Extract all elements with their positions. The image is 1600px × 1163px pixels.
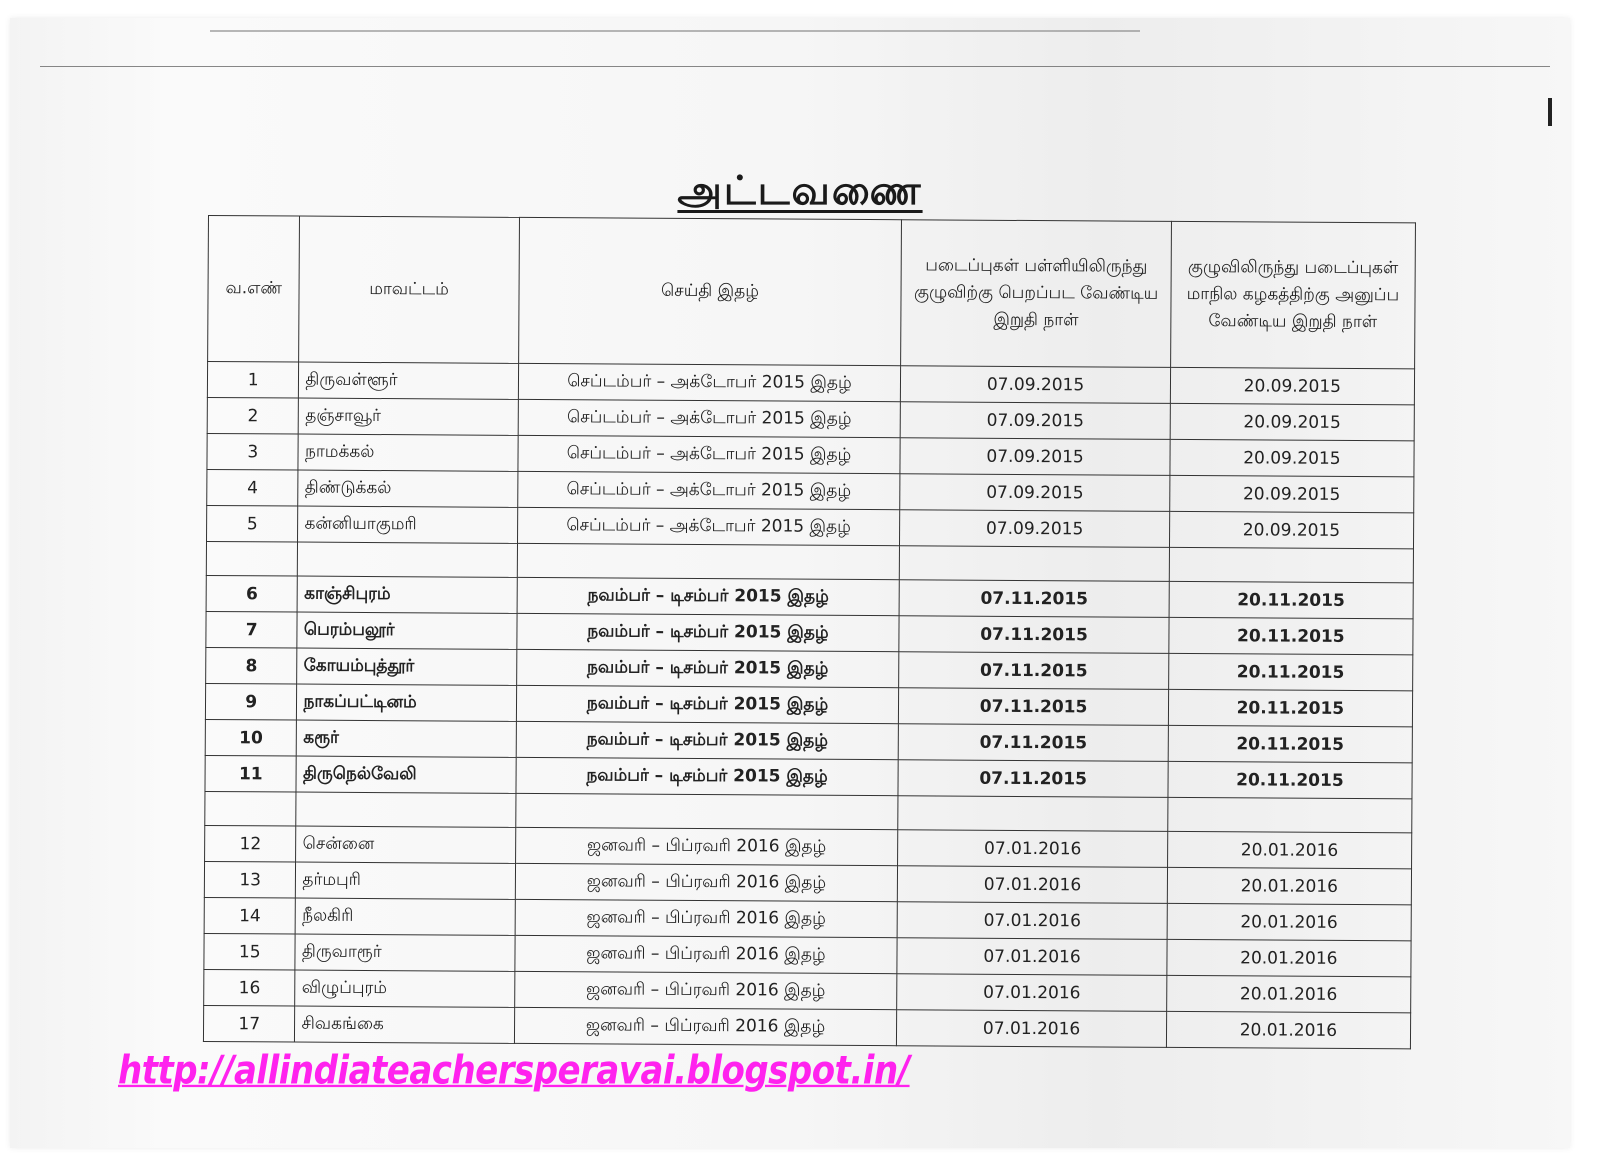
- blank-cell: [1169, 547, 1413, 582]
- header-issue: செய்தி இதழ்: [518, 217, 902, 365]
- serial-number-cell: 7: [206, 611, 298, 648]
- state-deadline-cell: 20.11.2015: [1168, 689, 1412, 726]
- blank-cell: [205, 791, 297, 826]
- school-deadline-cell: 07.01.2016: [897, 938, 1167, 976]
- state-deadline-cell: 20.01.2016: [1167, 867, 1411, 904]
- school-deadline-cell: 07.11.2015: [899, 580, 1169, 618]
- district-cell: நீலகிரி: [296, 898, 515, 935]
- district-cell: திருவள்ளூர்: [299, 362, 518, 399]
- issue-cell: நவம்பர் – டிசம்பர் 2015 இதழ்: [516, 685, 899, 723]
- header-state-deadline: குழுவிலிருந்து படைப்புகள் மாநில கழகத்திற்கு அனுப்ப வேண்டிய இறுதி நாள்: [1170, 221, 1415, 368]
- district-cell: நாகப்பட்டினம்: [297, 684, 516, 721]
- issue-cell: செப்டம்பர் – அக்டோபர் 2015 இதழ்: [518, 399, 901, 437]
- blank-cell: [517, 543, 900, 579]
- header-district: மாவட்டம்: [299, 216, 519, 363]
- school-deadline-cell: 07.09.2015: [900, 474, 1170, 512]
- district-cell: பெரம்பலூர்: [297, 612, 516, 649]
- district-cell: காஞ்சிபுரம்: [298, 576, 517, 613]
- district-cell: கரூர்: [297, 720, 516, 757]
- issue-cell: செப்டம்பர் – அக்டோபர் 2015 இதழ்: [517, 507, 900, 545]
- school-deadline-cell: 07.01.2016: [897, 1010, 1167, 1048]
- school-deadline-cell: 07.01.2016: [897, 974, 1167, 1012]
- school-deadline-cell: 07.11.2015: [898, 760, 1168, 798]
- state-deadline-cell: 20.01.2016: [1167, 939, 1411, 976]
- school-deadline-cell: 07.01.2016: [898, 902, 1168, 940]
- state-deadline-cell: 20.11.2015: [1169, 617, 1413, 654]
- fold-line: [40, 66, 1550, 67]
- edge-mark: [1548, 98, 1552, 126]
- serial-number-cell: 6: [206, 575, 298, 612]
- issue-cell: ஜனவரி – பிப்ரவரி 2016 இதழ்: [514, 971, 897, 1009]
- serial-number-cell: 8: [206, 647, 298, 684]
- state-deadline-cell: 20.01.2016: [1167, 903, 1411, 940]
- state-deadline-cell: 20.11.2015: [1169, 581, 1413, 618]
- blank-cell: [898, 796, 1168, 832]
- state-deadline-cell: 20.09.2015: [1170, 403, 1414, 440]
- school-deadline-cell: 07.11.2015: [899, 724, 1169, 762]
- table-row: [203, 1005, 1410, 1048]
- blank-cell: [298, 542, 517, 577]
- school-deadline-cell: 07.09.2015: [901, 366, 1171, 404]
- school-deadline-cell: 07.09.2015: [901, 402, 1171, 440]
- state-deadline-cell: 20.09.2015: [1170, 439, 1414, 476]
- issue-cell: செப்டம்பர் – அக்டோபர் 2015 இதழ்: [518, 363, 901, 401]
- issue-cell: செப்டம்பர் – அக்டோபர் 2015 இதழ்: [517, 471, 900, 509]
- issue-cell: நவம்பர் – டிசம்பர் 2015 இதழ்: [516, 757, 899, 795]
- district-cell: திருநெல்வேலி: [296, 756, 515, 793]
- serial-number-cell: 1: [207, 362, 299, 399]
- district-cell: திண்டுக்கல்: [298, 470, 517, 507]
- district-cell: நாமக்கல்: [298, 434, 517, 471]
- serial-number-cell: 11: [205, 755, 297, 792]
- state-deadline-cell: 20.11.2015: [1168, 725, 1412, 762]
- title-text: அட்டவணை: [677, 168, 923, 214]
- state-deadline-cell: 20.01.2016: [1166, 1011, 1410, 1048]
- district-cell: சிவகங்கை: [295, 1006, 514, 1043]
- schedule-table: [203, 215, 1416, 1049]
- serial-number-cell: 17: [203, 1005, 295, 1042]
- serial-number-cell: 14: [204, 897, 296, 934]
- state-deadline-cell: 20.01.2016: [1166, 975, 1410, 1012]
- school-deadline-cell: 07.09.2015: [900, 510, 1170, 548]
- serial-number-cell: 12: [205, 825, 297, 862]
- blank-cell: [296, 792, 515, 827]
- blank-cell: [1168, 797, 1412, 832]
- school-deadline-cell: 07.11.2015: [899, 652, 1169, 690]
- blog-url-watermark: http://allindiateachersperavai.blogspot.in/: [118, 1048, 910, 1094]
- issue-cell: ஜனவரி – பிப்ரவரி 2016 இதழ்: [515, 863, 898, 901]
- school-deadline-cell: 07.09.2015: [900, 438, 1170, 476]
- issue-cell: நவம்பர் – டிசம்பர் 2015 இதழ்: [516, 721, 899, 759]
- serial-number-cell: 5: [207, 505, 299, 542]
- state-deadline-cell: 20.09.2015: [1169, 475, 1413, 512]
- state-deadline-cell: 20.01.2016: [1167, 831, 1411, 868]
- page-title: [0, 168, 1600, 219]
- issue-cell: நவம்பர் – டிசம்பர் 2015 இதழ்: [516, 613, 899, 651]
- district-cell: கோயம்புத்தூர்: [297, 648, 516, 685]
- state-deadline-cell: 20.11.2015: [1168, 761, 1412, 798]
- blank-cell: [206, 541, 298, 576]
- serial-number-cell: 4: [207, 469, 299, 506]
- blank-cell: [515, 793, 898, 829]
- table-body: [203, 362, 1414, 1049]
- header-school-deadline: படைப்புகள் பள்ளியிலிருந்து குழுவிற்கு பெறப்பட வேண்டிய இறுதி நாள்: [901, 220, 1171, 368]
- school-deadline-cell: 07.01.2016: [898, 866, 1168, 904]
- state-deadline-cell: 20.09.2015: [1170, 367, 1414, 404]
- serial-number-cell: 2: [207, 397, 299, 434]
- header-serial-number: வ.எண்: [208, 216, 300, 363]
- issue-cell: நவம்பர் – டிசம்பர் 2015 இதழ்: [517, 577, 900, 615]
- district-cell: திருவாரூர்: [295, 934, 514, 971]
- serial-number-cell: 9: [205, 683, 297, 720]
- issue-cell: ஜனவரி – பிப்ரவரி 2016 இதழ்: [515, 827, 898, 865]
- district-cell: தஞ்சாவூர்: [299, 398, 518, 435]
- issue-cell: நவம்பர் – டிசம்பர் 2015 இதழ்: [516, 649, 899, 687]
- school-deadline-cell: 07.01.2016: [898, 830, 1168, 868]
- blank-cell: [900, 546, 1170, 582]
- district-cell: கன்னியாகுமரி: [298, 506, 517, 543]
- district-cell: தர்மபுரி: [296, 862, 515, 899]
- issue-cell: ஜனவரி – பிப்ரவரி 2016 இதழ்: [514, 935, 897, 973]
- district-cell: சென்னை: [296, 826, 515, 863]
- state-deadline-cell: 20.09.2015: [1169, 511, 1413, 548]
- state-deadline-cell: 20.11.2015: [1168, 653, 1412, 690]
- school-deadline-cell: 07.11.2015: [899, 688, 1169, 726]
- serial-number-cell: 15: [204, 933, 296, 970]
- school-deadline-cell: 07.11.2015: [899, 616, 1169, 654]
- fold-line: [210, 30, 1140, 32]
- serial-number-cell: 13: [204, 861, 296, 898]
- serial-number-cell: 3: [207, 433, 299, 470]
- issue-cell: செப்டம்பர் – அக்டோபர் 2015 இதழ்: [517, 435, 900, 473]
- serial-number-cell: 10: [205, 719, 297, 756]
- header-row: [208, 216, 1416, 369]
- serial-number-cell: 16: [204, 969, 296, 1006]
- district-cell: விழுப்புரம்: [295, 970, 514, 1007]
- issue-cell: ஜனவரி – பிப்ரவரி 2016 இதழ்: [514, 1007, 897, 1045]
- issue-cell: ஜனவரி – பிப்ரவரி 2016 இதழ்: [515, 899, 898, 937]
